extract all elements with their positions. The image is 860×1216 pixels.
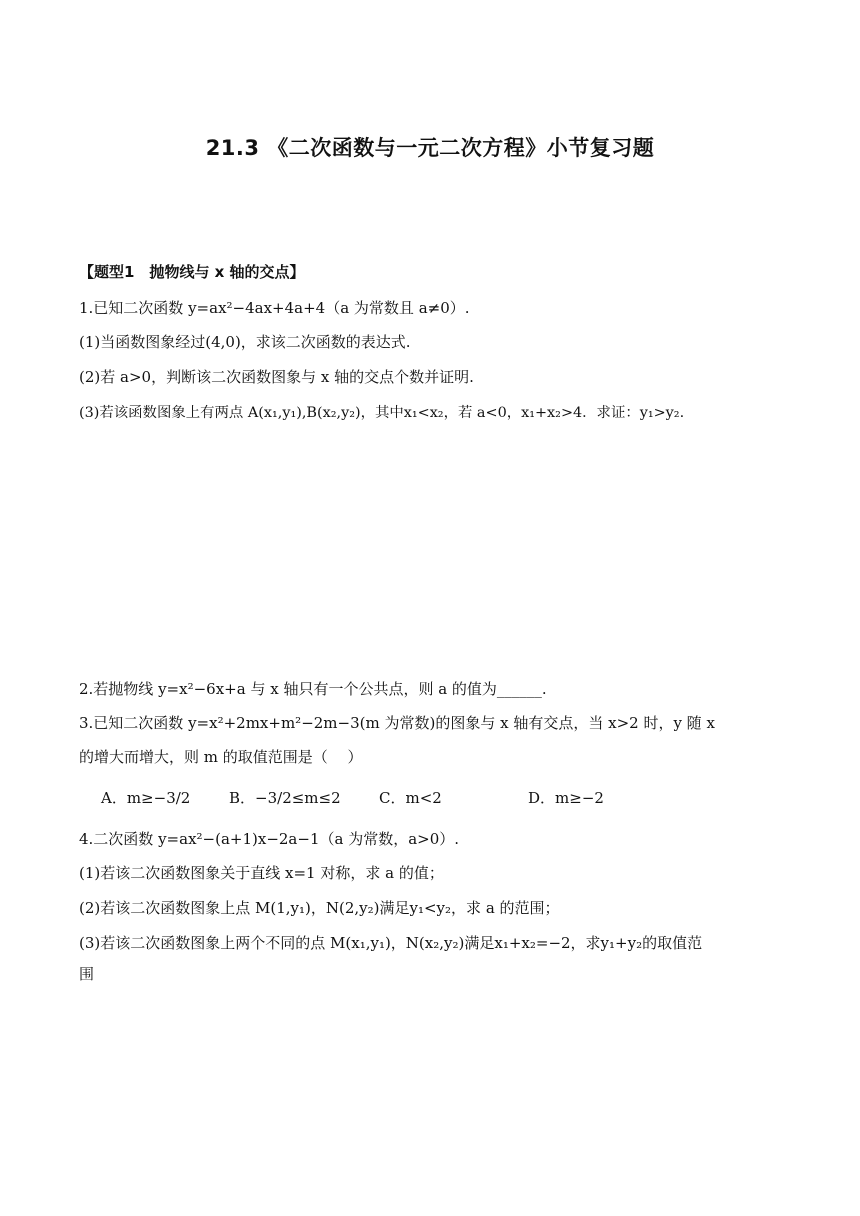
- question-3-option-b: B．−3/2≤m≤2: [229, 789, 341, 807]
- question-1-part-3: (3)若该函数图象上有两点 A(x₁,y₁),B(x₂,y₂)，其中x₁<x₂，若 a<0，x₁+x₂>4．求证：y₁>y₂.: [79, 405, 685, 421]
- question-3-stem-line-2: 的增大而增大，则 m 的取值范围是（ ）: [79, 748, 363, 766]
- question-2-stem: 2.若抛物线 y=x²−6x+a 与 x 轴只有一个公共点，则 a 的值为______.: [79, 680, 547, 698]
- question-4-stem: 4.二次函数 y=ax²−(a+1)x−2a−1（a 为常数，a>0）.: [79, 830, 460, 848]
- question-3-option-d: D．m≥−2: [528, 789, 604, 807]
- question-4-part-2: (2)若该二次函数图象上点 M(1,y₁)，N(2,y₂)满足y₁<y₂，求 a 的范围；: [79, 899, 560, 917]
- question-1-stem: 1.已知二次函数 y=ax²−4ax+4a+4（a 为常数且 a≠0）.: [79, 299, 470, 317]
- question-4-part-3-line-2: 围: [79, 965, 95, 983]
- section-heading: 【题型1 抛物线与 x 轴的交点】: [79, 263, 305, 281]
- question-4-part-3-line-1: (3)若该二次函数图象上两个不同的点 M(x₁,y₁)，N(x₂,y₂)满足x₁+x₂=−2，求y₁+y₂的取值范: [79, 934, 703, 952]
- question-1-part-2: (2)若 a>0，判断该二次函数图象与 x 轴的交点个数并证明.: [79, 368, 474, 386]
- question-3-stem-line-1: 3.已知二次函数 y=x²+2mx+m²−2m−3(m 为常数)的图象与 x 轴有交点，当 x>2 时，y 随 x: [79, 714, 715, 732]
- question-1-part-1: (1)当函数图象经过(4,0)，求该二次函数的表达式.: [79, 333, 411, 351]
- question-3-option-a: A．m≥−3/2: [101, 789, 191, 807]
- page-title: 21.3 《二次函数与一元二次方程》小节复习题: [205, 136, 655, 160]
- question-3-option-c: C．m<2: [379, 789, 442, 807]
- question-4-part-1: (1)若该二次函数图象关于直线 x=1 对称，求 a 的值；: [79, 864, 444, 882]
